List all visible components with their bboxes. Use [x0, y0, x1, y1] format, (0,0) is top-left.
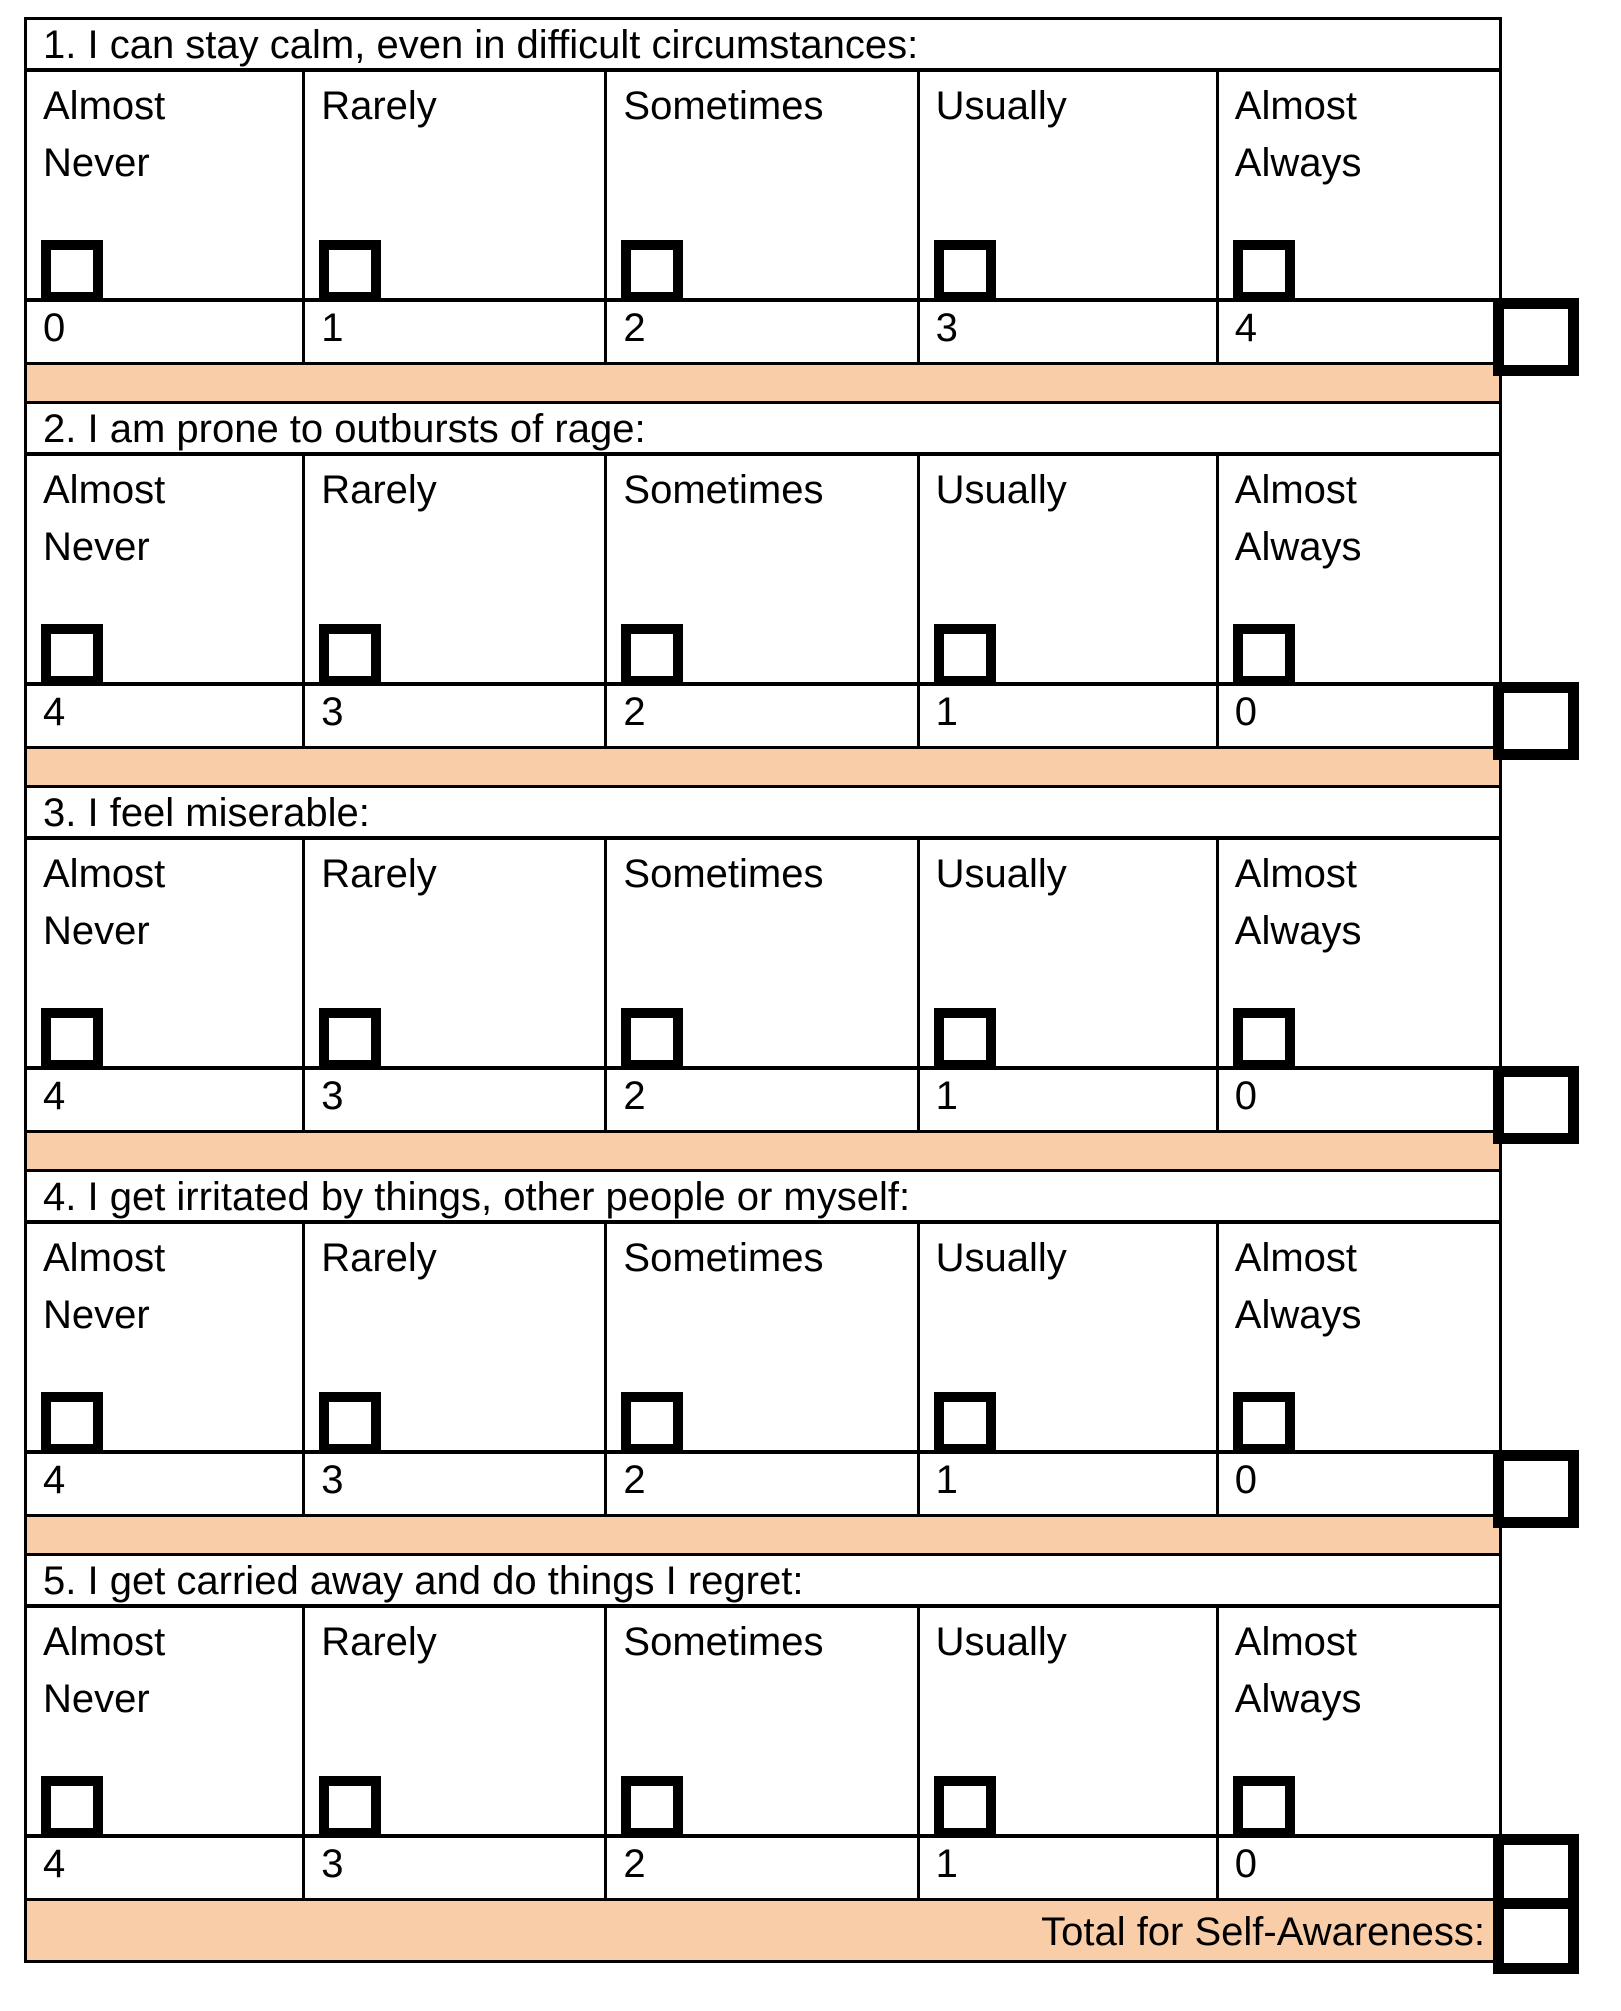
question-title: 5. I get carried away and do things I regret:	[27, 1556, 1499, 1608]
option-label: Rarely	[321, 1236, 437, 1280]
question-score-box[interactable]	[1493, 682, 1579, 760]
option-cell	[607, 456, 919, 682]
score-number: 2	[607, 1838, 919, 1898]
option-cell	[920, 1224, 1219, 1450]
option-cell	[27, 1608, 305, 1834]
response-checkbox[interactable]	[319, 1776, 381, 1838]
option-cell	[607, 72, 919, 298]
option-label: Almost Always	[1234, 84, 1362, 185]
option-cell	[1219, 1608, 1499, 1834]
question-score-box[interactable]	[1493, 298, 1579, 376]
question-stack	[24, 17, 1502, 1963]
response-checkbox[interactable]	[934, 1776, 996, 1838]
option-row	[27, 1608, 1499, 1834]
score-number: 4	[27, 686, 305, 746]
question-table-2	[24, 401, 1502, 749]
question-table-3	[24, 785, 1502, 1133]
response-checkbox[interactable]	[1233, 1776, 1295, 1838]
option-cell	[1219, 840, 1499, 1066]
option-label: Almost Never	[43, 1236, 166, 1337]
score-number: 1	[305, 302, 607, 362]
score-number-row	[27, 1066, 1499, 1130]
score-number: 3	[305, 1838, 607, 1898]
question-title: 4. I get irritated by things, other people or myself:	[27, 1172, 1499, 1224]
option-cell	[607, 840, 919, 1066]
score-number-row	[27, 298, 1499, 362]
option-label: Almost Always	[1234, 468, 1362, 569]
response-checkbox[interactable]	[621, 1008, 683, 1070]
option-label: Rarely	[321, 852, 437, 896]
response-checkbox[interactable]	[934, 624, 996, 686]
option-label: Sometimes	[623, 84, 824, 128]
option-row	[27, 840, 1499, 1066]
option-label: Sometimes	[623, 1620, 824, 1664]
option-cell	[305, 1608, 607, 1834]
option-cell	[920, 456, 1219, 682]
score-number: 1	[920, 1838, 1219, 1898]
option-cell	[305, 840, 607, 1066]
option-label: Almost Always	[1234, 1620, 1362, 1721]
option-label: Usually	[935, 84, 1067, 128]
score-number: 1	[920, 686, 1219, 746]
score-number: 0	[1234, 690, 1258, 734]
option-row	[27, 456, 1499, 682]
response-checkbox[interactable]	[621, 1776, 683, 1838]
option-row	[27, 1224, 1499, 1450]
option-label: Almost Never	[43, 852, 166, 953]
score-number-row	[27, 682, 1499, 746]
option-cell	[607, 1224, 919, 1450]
option-cell	[1219, 1224, 1499, 1450]
option-label: Rarely	[321, 468, 437, 512]
score-number: 1	[920, 1454, 1219, 1514]
option-cell	[305, 72, 607, 298]
option-cell	[607, 1608, 919, 1834]
response-checkbox[interactable]	[319, 240, 381, 302]
score-number: 3	[305, 1454, 607, 1514]
response-checkbox[interactable]	[621, 1392, 683, 1454]
response-checkbox[interactable]	[319, 624, 381, 686]
response-checkbox[interactable]	[319, 1008, 381, 1070]
total-label: Total for Self-Awareness:	[1041, 1910, 1485, 1954]
score-box-stack	[1493, 1834, 1579, 1974]
response-checkbox[interactable]	[41, 1776, 103, 1838]
option-label: Usually	[935, 468, 1067, 512]
option-label: Usually	[935, 1620, 1067, 1664]
option-cell	[920, 72, 1219, 298]
response-checkbox[interactable]	[621, 240, 683, 302]
response-checkbox[interactable]	[1233, 1008, 1295, 1070]
score-number: 4	[27, 1838, 305, 1898]
response-checkbox[interactable]	[41, 1392, 103, 1454]
option-row	[27, 72, 1499, 298]
option-cell	[27, 840, 305, 1066]
option-label: Sometimes	[623, 1236, 824, 1280]
separator-bar	[24, 746, 1502, 788]
option-label: Sometimes	[623, 852, 824, 896]
option-label: Usually	[935, 1236, 1067, 1280]
option-cell	[920, 840, 1219, 1066]
score-number: 0	[1234, 1842, 1258, 1886]
response-checkbox[interactable]	[41, 624, 103, 686]
question-score-box[interactable]	[1493, 1066, 1579, 1144]
score-number: 2	[607, 1070, 919, 1130]
option-label: Rarely	[321, 1620, 437, 1664]
question-title: 2. I am prone to outbursts of rage:	[27, 404, 1499, 456]
question-title: 1. I can stay calm, even in difficult circumstances:	[27, 20, 1499, 72]
score-number: 4	[1234, 306, 1258, 350]
question-table-4	[24, 1169, 1502, 1517]
score-number: 2	[607, 686, 919, 746]
total-score-box[interactable]	[1504, 1904, 1568, 1963]
option-label: Sometimes	[623, 468, 824, 512]
response-checkbox[interactable]	[41, 240, 103, 302]
separator-bar	[24, 1514, 1502, 1556]
question-title: 3. I feel miserable:	[27, 788, 1499, 840]
score-number: 3	[305, 1070, 607, 1130]
option-label: Rarely	[321, 84, 437, 128]
score-number: 3	[920, 302, 1219, 362]
option-cell	[27, 1224, 305, 1450]
option-cell	[27, 456, 305, 682]
score-number: 0	[1234, 1074, 1258, 1118]
response-checkbox[interactable]	[934, 1008, 996, 1070]
option-cell	[27, 72, 305, 298]
response-checkbox[interactable]	[1233, 240, 1295, 302]
score-number: 3	[305, 686, 607, 746]
response-checkbox[interactable]	[41, 1008, 103, 1070]
score-number-row	[27, 1450, 1499, 1514]
total-bar	[24, 1898, 1502, 1963]
response-checkbox[interactable]	[934, 1392, 996, 1454]
question-table-5	[24, 1553, 1502, 1901]
score-number: 0	[27, 302, 305, 362]
option-cell	[305, 456, 607, 682]
response-checkbox[interactable]	[319, 1392, 381, 1454]
score-number: 4	[27, 1454, 305, 1514]
question-table-1	[24, 17, 1502, 365]
score-number-row	[27, 1834, 1499, 1898]
separator-bar	[24, 1130, 1502, 1172]
option-label: Almost Always	[1234, 852, 1362, 953]
option-cell	[305, 1224, 607, 1450]
separator-bar	[24, 362, 1502, 404]
option-cell	[920, 1608, 1219, 1834]
score-number: 2	[607, 302, 919, 362]
option-label: Almost Never	[43, 468, 166, 569]
option-cell	[1219, 72, 1499, 298]
question-score-box[interactable]	[1493, 1450, 1579, 1528]
response-checkbox[interactable]	[934, 240, 996, 302]
option-label: Almost Always	[1234, 1236, 1362, 1337]
option-label: Usually	[935, 852, 1067, 896]
score-number: 2	[607, 1454, 919, 1514]
score-number: 4	[27, 1070, 305, 1130]
option-cell	[1219, 456, 1499, 682]
response-checkbox[interactable]	[621, 624, 683, 686]
response-checkbox[interactable]	[1233, 624, 1295, 686]
option-label: Almost Never	[43, 84, 166, 185]
option-label: Almost Never	[43, 1620, 166, 1721]
score-number: 0	[1234, 1458, 1258, 1502]
response-checkbox[interactable]	[1233, 1392, 1295, 1454]
question-5-score-box[interactable]	[1504, 1845, 1568, 1904]
score-number: 1	[920, 1070, 1219, 1130]
